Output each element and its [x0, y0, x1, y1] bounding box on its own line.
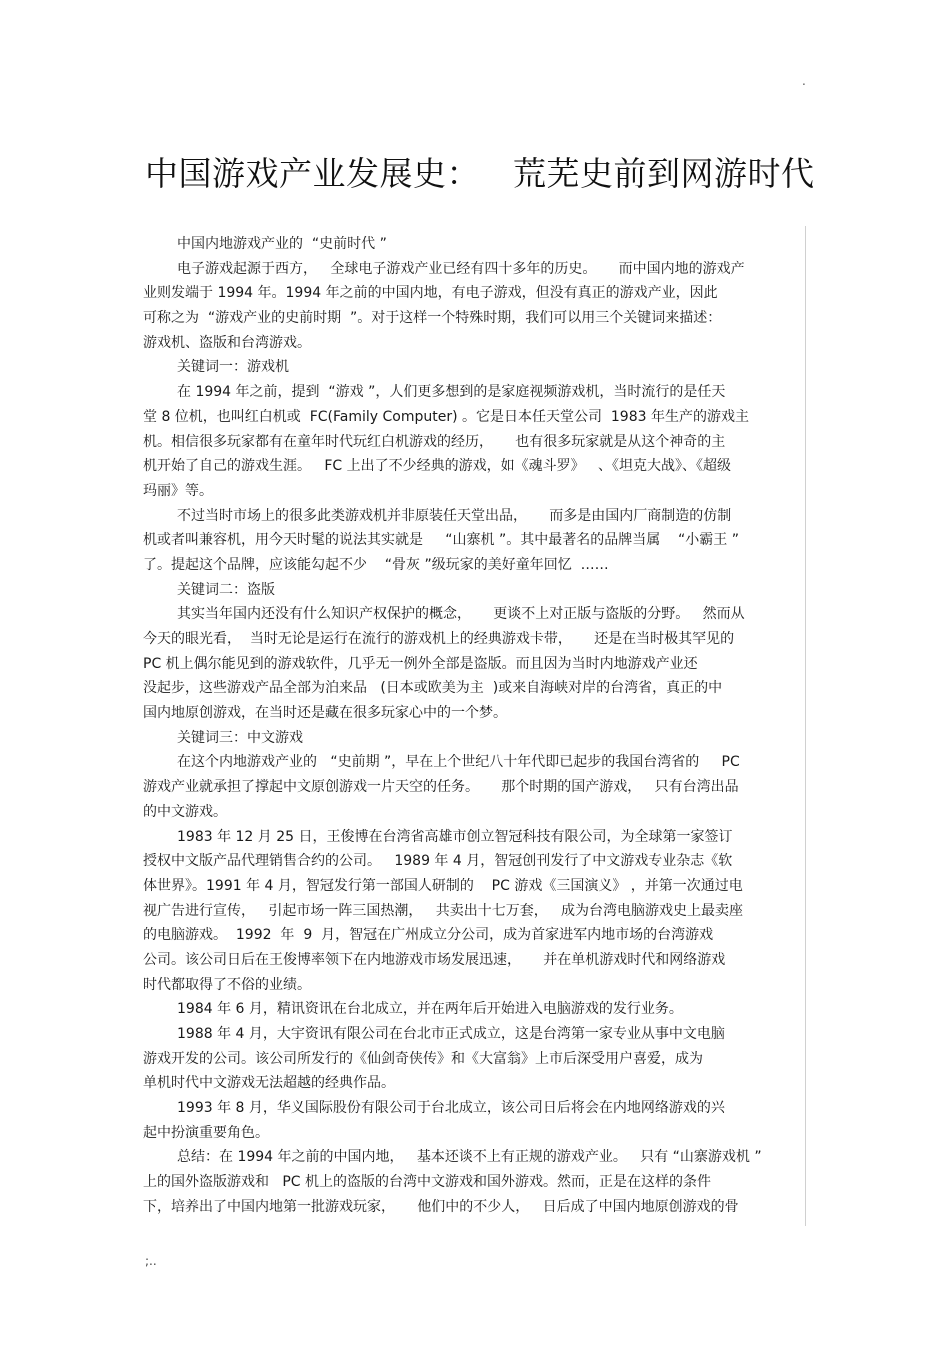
- text-line: 1988 年 4 月，大宇资讯有限公司在台北市正式成立，这是台湾第一家专业从事中文电脑: [177, 1026, 725, 1042]
- text-line: 堂 8 位机，也叫红白机或 FC(Family Computer) 。它是日本任天堂公司 1983 年生产的游戏主: [143, 408, 749, 425]
- text-line: 不过当时市场上的很多此类游戏机并非原装任天堂出品， 而多是由国内厂商制造的仿制: [177, 507, 732, 524]
- text-line: 下，培养出了中国内地第一批游戏玩家， 他们中的不少人， 日后成了中国内地原创游戏的骨: [143, 1198, 739, 1215]
- text-line: 玛丽》等。: [143, 482, 213, 499]
- text-line: 1983 年 12 月 25 日，王俊博在台湾省高雄市创立智冠科技有限公司，为全球第一家签订: [177, 828, 733, 845]
- text-line: 游戏开发的公司。该公司所发行的《仙剑奇侠传》和《大富翁》上市后深受用户喜爱，成为: [143, 1050, 703, 1067]
- footer-mark: ;..: [145, 1254, 157, 1268]
- text-line: 视广告进行宣传， 引起市场一阵三国热潮， 共卖出十七万套， 成为台湾电脑游戏史上最卖座: [143, 902, 744, 919]
- paragraph-lines: [143, 232, 808, 1220]
- text-line: 1984 年 6 月，精讯资讯在台北成立，并在两年后开始进入电脑游戏的发行业务。: [177, 1001, 683, 1018]
- article-body: [143, 226, 806, 1226]
- text-line: 的中文游戏。: [143, 803, 227, 820]
- text-line: 了。提起这个品牌，应该能勾起不少 “骨灰 ”级玩家的美好童年回忆 ……: [143, 556, 609, 573]
- text-line: 总结：在 1994 年之前的中国内地， 基本还谈不上有正规的游戏产业。 只有 “山寨游戏机 ”: [177, 1149, 762, 1166]
- text-line: 机开始了自己的游戏生涯。 FC 上出了不少经典的游戏，如《魂斗罗》 、《坦克大战》、《超级: [143, 458, 731, 475]
- text-line: 的电脑游戏。 1992 年 9 月，智冠在广州成立分公司，成为首家进军内地市场的台湾游戏: [143, 927, 714, 944]
- text-line: 关键词一：游戏机: [177, 359, 289, 376]
- page-title: 中国游戏产业发展史： 荒芜史前到网游时代: [145, 154, 815, 193]
- text-line: 关键词二：盗版: [177, 581, 275, 598]
- text-line: 公司。该公司日后在王俊博率领下在内地游戏市场发展迅速， 并在单机游戏时代和网络游戏: [143, 951, 726, 968]
- text-line: 其实当年国内还没有什么知识产权保护的概念， 更谈不上对正版与盗版的分野。 然而从: [177, 606, 745, 623]
- text-line: 国内地原创游戏，在当时还是藏在很多玩家心中的一个梦。: [143, 705, 507, 722]
- text-line: 机或者叫兼容机，用今天时髦的说法其实就是 “山寨机 ”。其中最著名的品牌当属 “小霸王 ”: [143, 532, 739, 549]
- text-line: 没起步，这些游戏产品全部为泊来品 (日本或欧美为主 )或来自海峡对岸的台湾省，真正的中: [143, 680, 723, 697]
- text-line: 可称之为 “游戏产业的史前时期 ”。对于这样一个特殊时期，我们可以用三个关键词来描述：: [143, 310, 722, 327]
- text-line: 授权中文版产品代理销售合约的公司。 1989 年 4 月，智冠创刊发行了中文游戏专业杂志《软: [143, 853, 733, 870]
- text-line: 关键词三：中文游戏: [177, 729, 303, 746]
- text-line: 电子游戏起源于西方， 全球电子游戏产业已经有四十多年的历史。 而中国内地的游戏产: [177, 260, 745, 277]
- text-line: 1993 年 8 月，华义国际股份有限公司于台北成立，该公司日后将会在内地网络游戏的兴: [177, 1100, 725, 1117]
- text-line: 今天的眼光看， 当时无论是运行在流行的游戏机上的经典游戏卡带， 还是在当时极其罕见的: [143, 631, 735, 647]
- text-line: 游戏机、盗版和台湾游戏。: [143, 334, 311, 351]
- text-line: 体世界》。1991 年 4 月，智冠发行第一部国人研制的 PC 游戏《三国演义》 ，并第一次通过电: [143, 877, 743, 894]
- header-dot: .: [802, 74, 806, 88]
- text-line: 时代都取得了不俗的业绩。: [143, 976, 311, 993]
- text-line: 机。相信很多玩家都有在童年时代玩红白机游戏的经历， 也有很多玩家就是从这个神奇的主: [143, 433, 726, 450]
- text-line: 在 1994 年之前，提到 “游戏 ”，人们更多想到的是家庭视频游戏机，当时流行的是任天: [177, 384, 726, 401]
- text-line: 中国内地游戏产业的 “史前时代 ”: [177, 236, 387, 252]
- text-line: 游戏产业就承担了撑起中文原创游戏一片天空的任务。 那个时期的国产游戏， 只有台湾出品: [143, 779, 739, 796]
- text-line: 上的国外盗版游戏和 PC 机上的盗版的台湾中文游戏和国外游戏。然而，正是在这样的条件: [143, 1174, 712, 1191]
- text-line: 业则发端于 1994 年。1994 年之前的中国内地，有电子游戏，但没有真正的游戏产业，因此: [143, 285, 718, 302]
- text-line: 在这个内地游戏产业的 “史前期 ”，早在上个世纪八十年代即已起步的我国台湾省的 PC: [177, 754, 740, 771]
- text-line: PC 机上偶尔能见到的游戏软件，几乎无一例外全部是盗版。而且因为当时内地游戏产业还: [143, 655, 698, 672]
- text-line: 单机时代中文游戏无法超越的经典作品。: [143, 1075, 395, 1092]
- text-line: 起中扮演重要角色。: [143, 1124, 269, 1141]
